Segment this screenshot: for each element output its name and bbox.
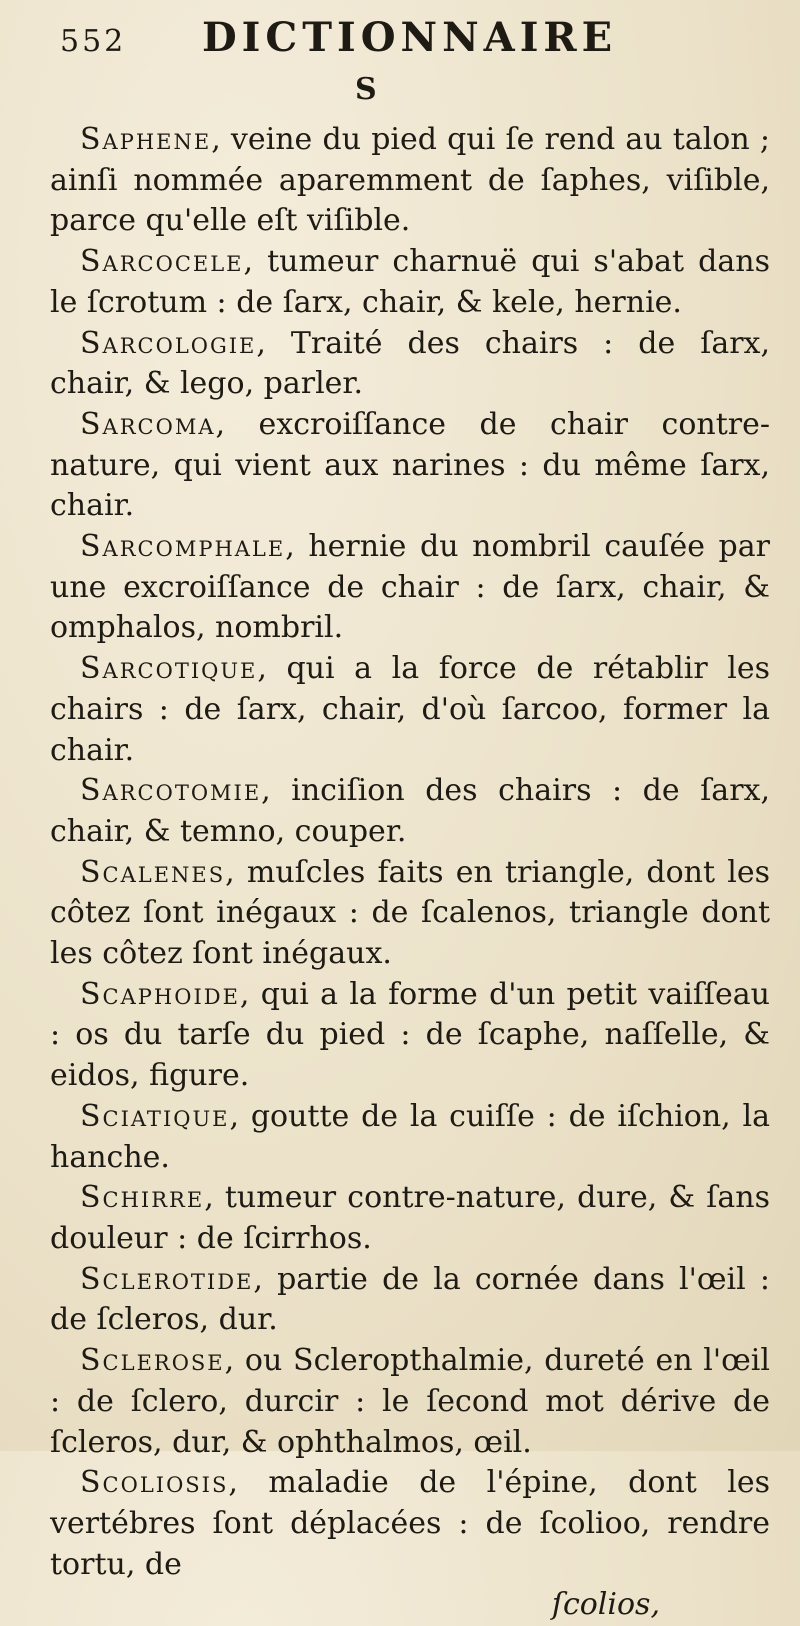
entry-text: , hernie du nombril cauſée par une excroiſſance de chair : de ſarx, chair, & omphalos, nombril. xyxy=(50,529,770,646)
entry-sarcoma xyxy=(50,405,770,527)
entry-text: , veine du pied qui ſe rend au talon ; ainſi nommée aparemment de ſaphes, viſible, parce qu'elle eſt viſible. xyxy=(50,122,770,239)
catchword: ſcolios, xyxy=(551,1587,660,1623)
page-header xyxy=(60,14,760,74)
entry-text: , qui a la forme d'un petit vaiſſeau : os du tarſe du pied : de ſcaphe, naſſelle, & eidos, figure. xyxy=(50,976,770,1094)
entry-sciatique xyxy=(50,1097,770,1178)
entry-head: Sarcoma xyxy=(80,406,216,442)
entry-head: Sciatique xyxy=(80,1098,230,1134)
entry-head: Sclerotide xyxy=(80,1261,254,1297)
entry-head: Sclerose xyxy=(80,1343,225,1379)
entry-head: Schirre xyxy=(80,1180,205,1216)
entry-sarcotomie xyxy=(50,771,770,852)
running-title: DICTIONNAIRE xyxy=(201,14,618,61)
entry-text: , maladie de l'épine, dont les vertébres ſont déplacées : de ſcolioo, rendre tortu, de xyxy=(50,1465,770,1582)
entry-sarcocele xyxy=(50,242,770,323)
entry-head: Sarcocele xyxy=(80,244,244,280)
entry-text: , excroiſſance de chair contre-nature, qui vient aux narines : du même ſarx, chair. xyxy=(50,406,770,524)
entry-head: Sarcotomie xyxy=(80,773,262,809)
entry-scalenes xyxy=(50,853,770,975)
entry-text: , inciſion des chairs : de ſarx, chair, & temno, couper. xyxy=(50,773,770,849)
entry-text: , ou Scleropthalmie, dureté en l'œil : de ſclero, durcir : le ſecond mot dérive de ſcleros, dur, & ophthalmos, œil. xyxy=(50,1343,770,1460)
page-number: 552 xyxy=(60,24,127,59)
entry-head: Sarcotique xyxy=(80,651,258,687)
entry-text: , Traité des chairs : de ſarx, chair, & lego, parler. xyxy=(50,325,770,402)
entry-head: Sarcologie xyxy=(80,325,257,361)
entry-scoliosis xyxy=(50,1463,770,1585)
entry-text: , muſcles faits en triangle, dont les côtez ſont inégaux : de ſcalenos, triangle dont les côtez ſont inégaux. xyxy=(50,854,770,972)
entry-sclerotide xyxy=(50,1260,770,1341)
entry-sarcotique xyxy=(50,649,770,771)
entry-head: Scalenes xyxy=(80,854,226,890)
entry-saphene xyxy=(50,120,770,242)
entry-head: Saphene xyxy=(80,122,212,157)
entry-head: Scaphoide xyxy=(80,976,240,1012)
section-letter: S xyxy=(355,72,377,107)
entry-head: Sarcomphale xyxy=(80,529,286,565)
entry-text: , tumeur contre-nature, dure, & ſans douleur : de ſcirrhos. xyxy=(50,1180,770,1256)
entry-sarcomphale xyxy=(50,527,770,649)
entry-text: , partie de la cornée dans l'œil : de ſcleros, dur. xyxy=(50,1261,770,1338)
entries-body xyxy=(50,120,770,1626)
entry-sclerose xyxy=(50,1341,770,1463)
entry-head: Scoliosis xyxy=(80,1465,229,1501)
entry-text: , tumeur charnuë qui s'abat dans le ſcrotum : de ſarx, chair, & kele, hernie. xyxy=(50,244,770,320)
entry-schirre xyxy=(50,1178,770,1259)
entry-sarcologie xyxy=(50,324,770,405)
entry-text: , goutte de la cuiſſe : de iſchion, la hanche. xyxy=(50,1098,770,1175)
entry-text: , qui a la force de rétablir les chairs : de ſarx, chair, d'où ſarcoo, former la chair. xyxy=(50,651,770,768)
entry-scaphoide xyxy=(50,975,770,1097)
